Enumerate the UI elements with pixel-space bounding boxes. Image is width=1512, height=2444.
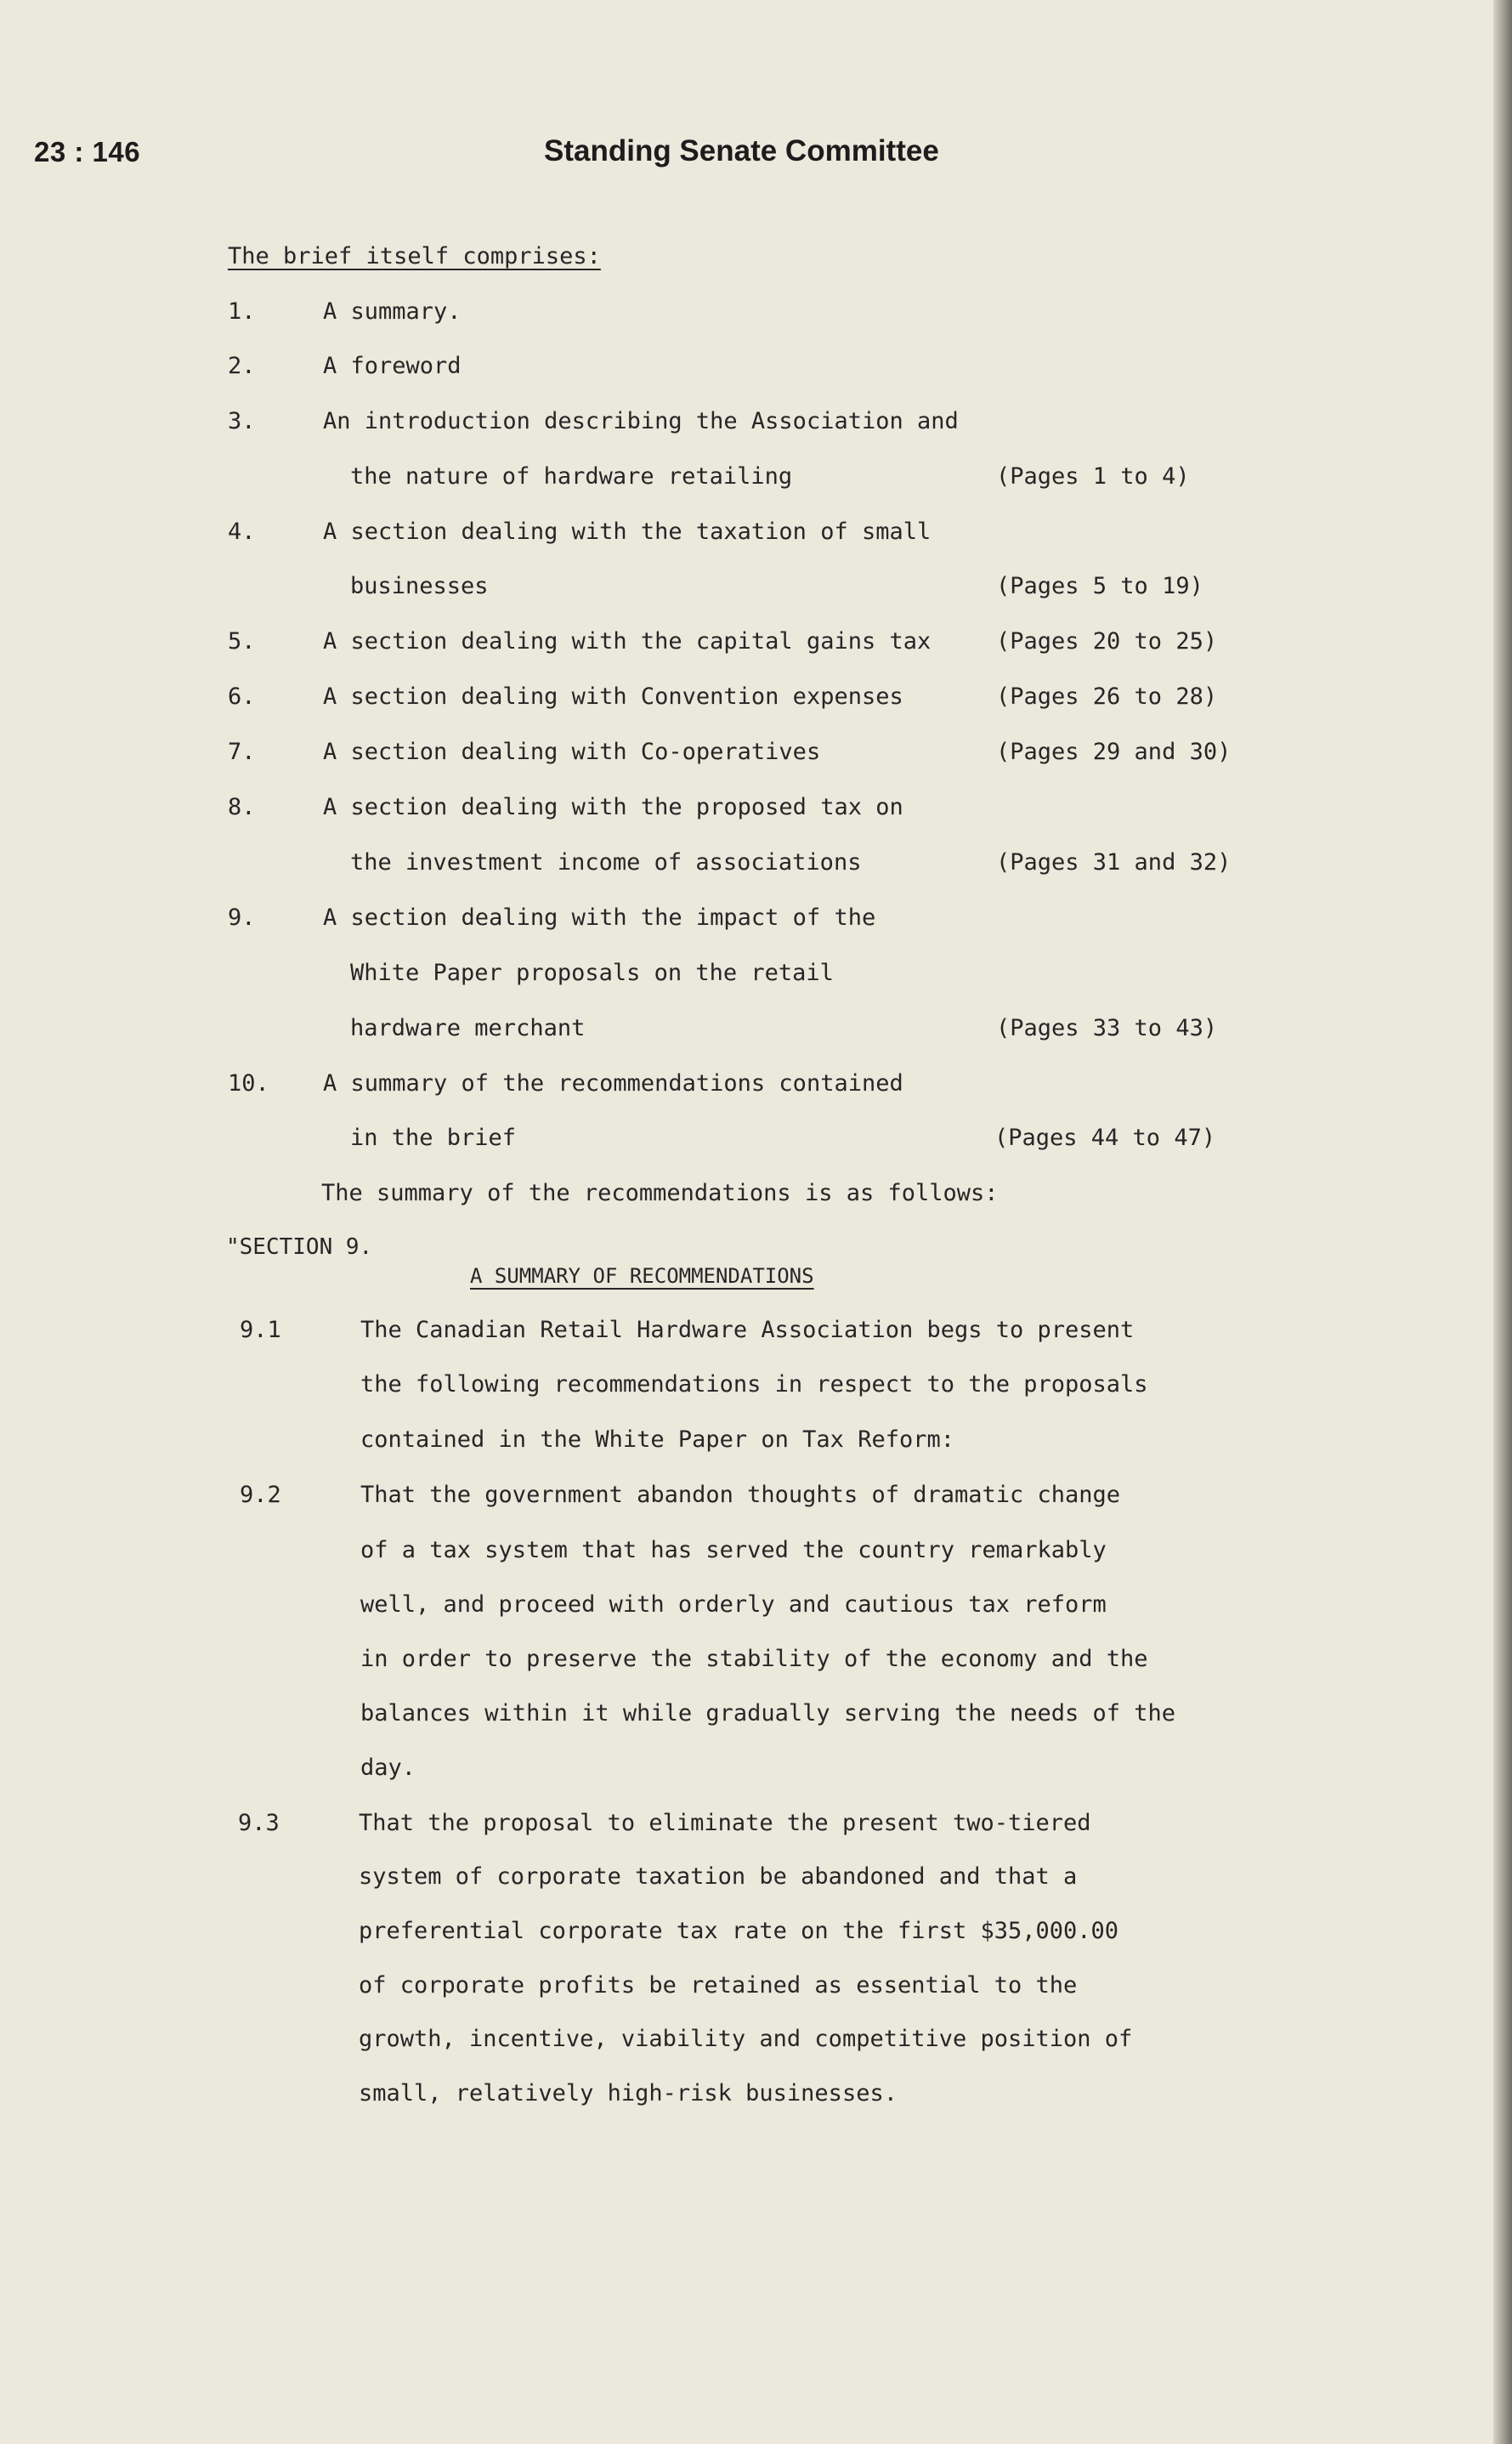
contents-item-number: 10. — [228, 1070, 269, 1097]
recommendation-text: preferential corporate tax rate on the first $35,000.00 — [359, 1918, 1119, 1944]
recommendation-text: contained in the White Paper on Tax Reform: — [360, 1426, 954, 1453]
contents-item-text: White Paper proposals on the retail — [350, 960, 834, 986]
contents-item-number: 4. — [228, 519, 256, 545]
recommendation-text: day. — [360, 1755, 416, 1781]
contents-item-pages: (Pages 1 to 4) — [996, 463, 1190, 490]
page-number: 23 : 146 — [34, 136, 141, 167]
contents-item-pages: (Pages 20 to 25) — [996, 628, 1218, 655]
recommendations-intro: The summary of the recommendations is as follows: — [321, 1180, 999, 1206]
contents-item-text: A section dealing with Co-operatives — [323, 739, 821, 765]
contents-item-text: the nature of hardware retailing — [350, 463, 793, 490]
section-heading: A SUMMARY OF RECOMMENDATIONS — [470, 1264, 814, 1288]
recommendation-text: That the government abandon thoughts of dramatic change — [360, 1482, 1121, 1508]
recommendation-number: 9.3 — [238, 1810, 280, 1836]
contents-item-text: An introduction describing the Association and — [323, 408, 959, 434]
contents-item-pages: (Pages 33 to 43) — [996, 1015, 1218, 1041]
contents-item-number: 3. — [228, 408, 256, 434]
recommendation-text: of corporate profits be retained as essential to the — [359, 1972, 1078, 1999]
recommendation-number: 9.2 — [240, 1482, 281, 1508]
section-label: "SECTION 9. — [226, 1234, 373, 1260]
contents-item-number: 5. — [228, 628, 256, 655]
contents-item-pages: (Pages 26 to 28) — [996, 683, 1218, 710]
contents-intro: The brief itself comprises: — [228, 243, 601, 269]
recommendation-text: That the proposal to eliminate the present two-tiered — [359, 1810, 1091, 1836]
contents-item-text: the investment income of associations — [350, 849, 862, 876]
contents-item-number: 9. — [228, 904, 256, 931]
contents-item-text: A section dealing with the taxation of small — [323, 519, 932, 545]
recommendation-text: system of corporate taxation be abandoned and that a — [359, 1863, 1078, 1890]
contents-item-text: A section dealing with Convention expenses — [323, 683, 903, 710]
contents-item-number: 2. — [228, 353, 256, 379]
recommendation-text: growth, incentive, viability and competitive position of — [359, 2026, 1133, 2052]
recommendation-text: small, relatively high-risk businesses. — [359, 2080, 898, 2107]
recommendation-text: well, and proceed with orderly and cautious tax reform — [360, 1591, 1107, 1618]
recommendation-number: 9.1 — [240, 1317, 281, 1343]
contents-item-number: 8. — [228, 794, 256, 820]
contents-item-pages: (Pages 44 to 47) — [994, 1125, 1216, 1151]
contents-item-text: A summary. — [323, 298, 462, 325]
page-edge-shadow — [1493, 0, 1512, 2444]
contents-item-number: 7. — [228, 739, 256, 765]
contents-item-text: A summary of the recommendations contained — [323, 1070, 903, 1097]
recommendation-text: in order to preserve the stability of the economy and the — [360, 1646, 1148, 1672]
contents-item-number: 6. — [228, 683, 256, 710]
contents-item-text: A foreword — [323, 353, 462, 379]
contents-item-text: businesses — [350, 573, 489, 599]
recommendation-text: the following recommendations in respect to the proposals — [360, 1371, 1148, 1398]
contents-item-pages: (Pages 5 to 19) — [996, 573, 1203, 599]
contents-item-pages: (Pages 31 and 32) — [996, 849, 1232, 876]
contents-item-text: A section dealing with the proposed tax on — [323, 794, 903, 820]
contents-item-text: A section dealing with the capital gains tax — [323, 628, 932, 655]
contents-item-pages: (Pages 29 and 30) — [996, 739, 1232, 765]
contents-item-text: A section dealing with the impact of the — [323, 904, 876, 931]
contents-item-number: 1. — [228, 298, 256, 325]
contents-item-text: hardware merchant — [350, 1015, 586, 1041]
contents-item-text: in the brief — [350, 1125, 517, 1151]
recommendation-text: of a tax system that has served the country remarkably — [360, 1537, 1107, 1563]
recommendation-text: balances within it while gradually serving the needs of the — [360, 1700, 1176, 1727]
page-header-title: Standing Senate Committee — [544, 134, 939, 167]
recommendation-text: The Canadian Retail Hardware Association begs to present — [360, 1317, 1135, 1343]
